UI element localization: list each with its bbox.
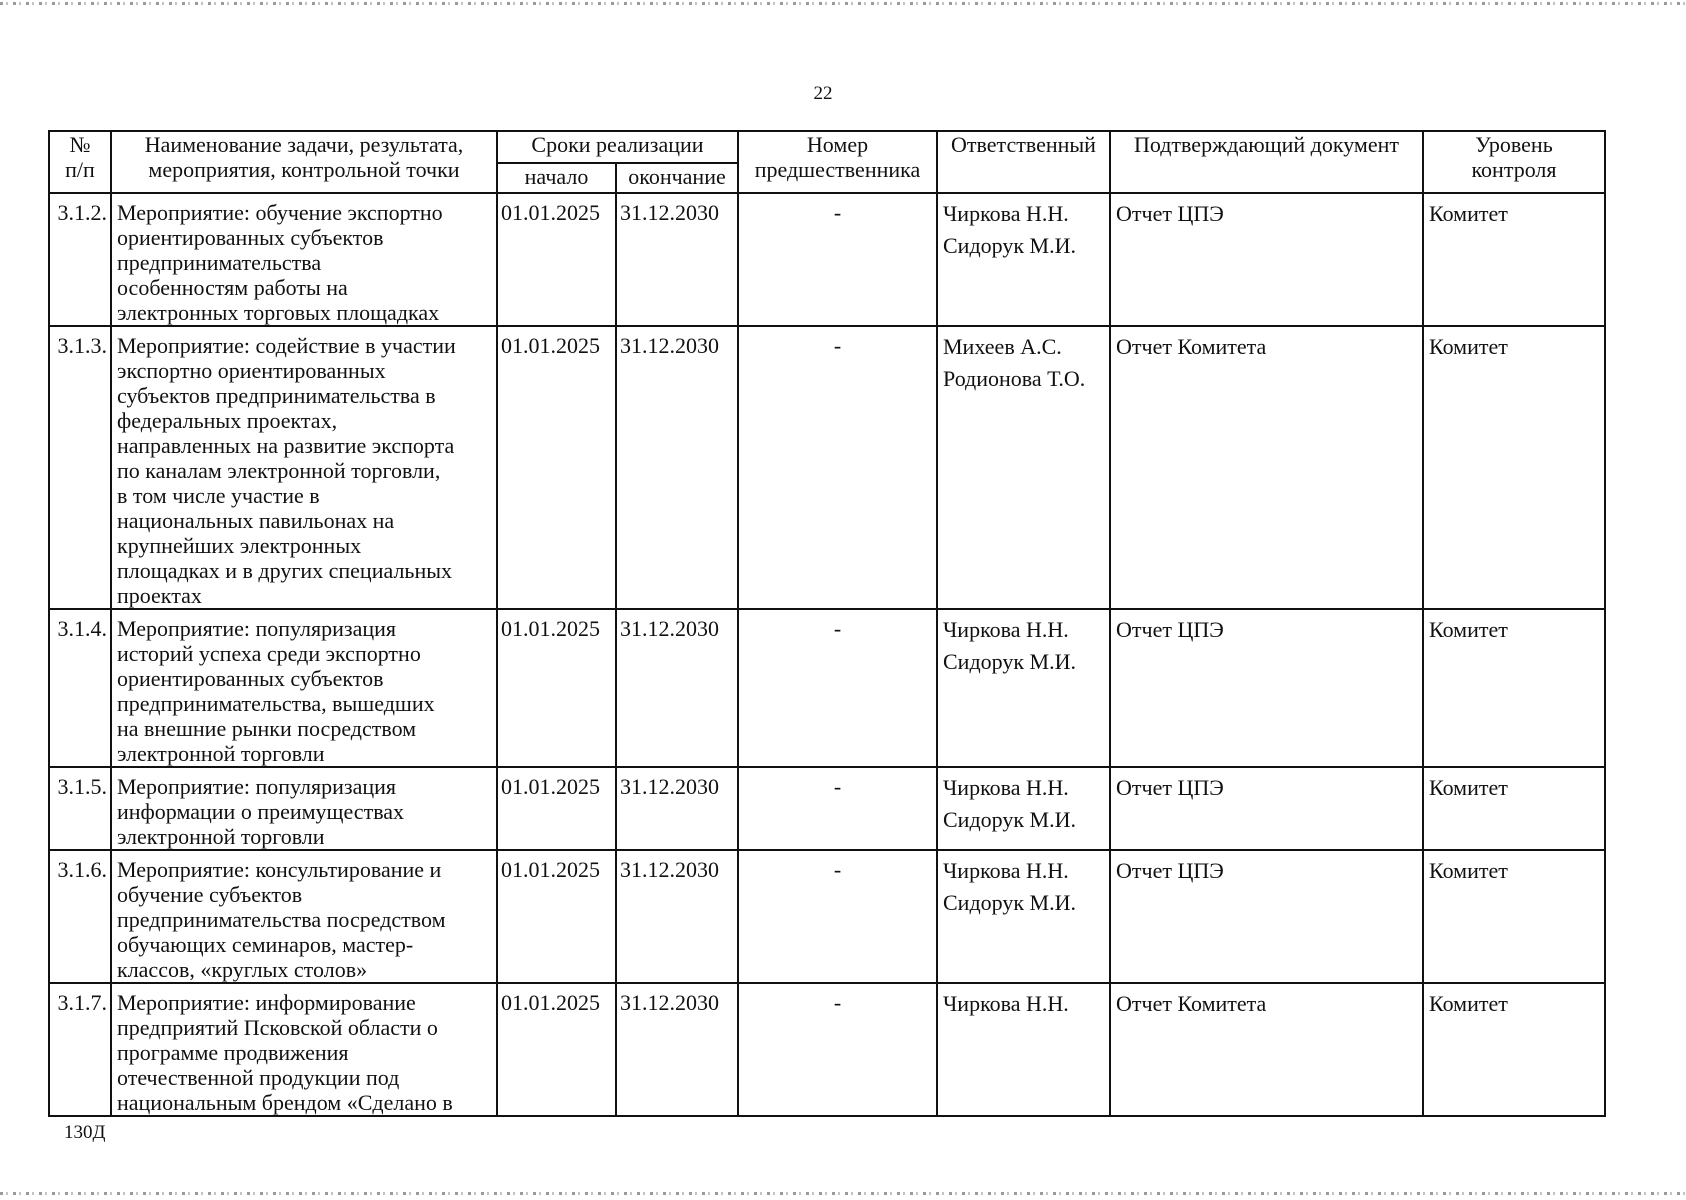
- row-start-date: 01.01.2025: [497, 609, 616, 767]
- header-start: начало: [497, 163, 616, 193]
- row-document: Отчет ЦПЭ: [1110, 609, 1423, 767]
- row-number: 3.1.6.: [49, 850, 111, 983]
- row-document: Отчет Комитета: [1110, 326, 1423, 609]
- row-start-date: 01.01.2025: [497, 850, 616, 983]
- row-control-level: Комитет: [1423, 983, 1605, 1116]
- row-name: Мероприятие: популяризация информации о преимуществах электронной торговли: [111, 767, 497, 850]
- row-end-date: 31.12.2030: [616, 326, 738, 609]
- row-start-date: 01.01.2025: [497, 326, 616, 609]
- row-name: Мероприятие: информирование предприятий Псковской области о программе продвижения отечественной продукции под национальным брендом «Сделано в: [111, 983, 497, 1116]
- table-row: [49, 609, 1605, 767]
- row-name: Мероприятие: обучение экспортно ориентированных субъектов предпринимательства особенностям работы на электронных торговых площадках: [111, 193, 497, 326]
- header-level: Уровень контроля: [1423, 131, 1605, 193]
- table-row: [49, 850, 1605, 983]
- row-responsible: Михеев А.С. Родионова Т.О.: [937, 326, 1110, 609]
- page-number: 22: [813, 83, 833, 104]
- row-predecessor: -: [738, 326, 937, 609]
- table-row: [49, 983, 1605, 1116]
- row-name: Мероприятие: содействие в участии экспортно ориентированных субъектов предпринимательства в федеральных проектах, направленных на развитие экспорта по каналам электронной торговли, в том числе участие в национальных павильонах на крупнейших электронных площадках и в других специальных проектах: [111, 326, 497, 609]
- row-control-level: Комитет: [1423, 767, 1605, 850]
- table-row: [49, 193, 1605, 326]
- row-predecessor: -: [738, 983, 937, 1116]
- row-control-level: Комитет: [1423, 193, 1605, 326]
- table-row: [49, 767, 1605, 850]
- row-end-date: 31.12.2030: [616, 850, 738, 983]
- row-end-date: 31.12.2030: [616, 193, 738, 326]
- row-end-date: 31.12.2030: [616, 983, 738, 1116]
- action-plan-table: [48, 130, 1606, 1117]
- header-num: № п/п: [49, 131, 111, 193]
- row-name: Мероприятие: консультирование и обучение субъектов предпринимательства посредством обучающих семинаров, мастер- классов, «круглых столов»: [111, 850, 497, 983]
- row-responsible: Чиркова Н.Н. Сидорук М.И.: [937, 193, 1110, 326]
- row-number: 3.1.2.: [49, 193, 111, 326]
- row-predecessor: -: [738, 193, 937, 326]
- row-name: Мероприятие: популяризация историй успеха среди экспортно ориентированных субъектов предпринимательства, вышедших на внешние рынки посредством электронной торговли: [111, 609, 497, 767]
- row-responsible: Чиркова Н.Н. Сидорук М.И.: [937, 850, 1110, 983]
- row-start-date: 01.01.2025: [497, 193, 616, 326]
- row-number: 3.1.4.: [49, 609, 111, 767]
- row-number: 3.1.5.: [49, 767, 111, 850]
- row-responsible: Чиркова Н.Н. Сидорук М.И.: [937, 609, 1110, 767]
- row-start-date: 01.01.2025: [497, 983, 616, 1116]
- scan-edge-bottom: [0, 1192, 1686, 1195]
- row-start-date: 01.01.2025: [497, 767, 616, 850]
- table-row: [49, 326, 1605, 609]
- row-number: 3.1.3.: [49, 326, 111, 609]
- header-responsible: Ответственный: [937, 131, 1110, 193]
- header-predecessor: Номер предшественника: [738, 131, 937, 193]
- header-name: Наименование задачи, результата, мероприятия, контрольной точки: [111, 131, 497, 193]
- row-control-level: Комитет: [1423, 850, 1605, 983]
- row-document: Отчет ЦПЭ: [1110, 193, 1423, 326]
- row-control-level: Комитет: [1423, 609, 1605, 767]
- header-end: окончание: [616, 163, 738, 193]
- footer-document-code: 130Д: [64, 1122, 106, 1143]
- row-predecessor: -: [738, 767, 937, 850]
- row-document: Отчет Комитета: [1110, 983, 1423, 1116]
- scan-edge-top: [0, 2, 1686, 5]
- header-terms: Сроки реализации: [497, 131, 738, 163]
- row-predecessor: -: [738, 850, 937, 983]
- row-control-level: Комитет: [1423, 326, 1605, 609]
- header-document: Подтверждающий документ: [1110, 131, 1423, 193]
- row-end-date: 31.12.2030: [616, 767, 738, 850]
- row-responsible: Чиркова Н.Н. Сидорук М.И.: [937, 767, 1110, 850]
- row-responsible: Чиркова Н.Н.: [937, 983, 1110, 1116]
- row-document: Отчет ЦПЭ: [1110, 850, 1423, 983]
- row-document: Отчет ЦПЭ: [1110, 767, 1423, 850]
- row-predecessor: -: [738, 609, 937, 767]
- row-end-date: 31.12.2030: [616, 609, 738, 767]
- header-row: [49, 131, 1605, 163]
- row-number: 3.1.7.: [49, 983, 111, 1116]
